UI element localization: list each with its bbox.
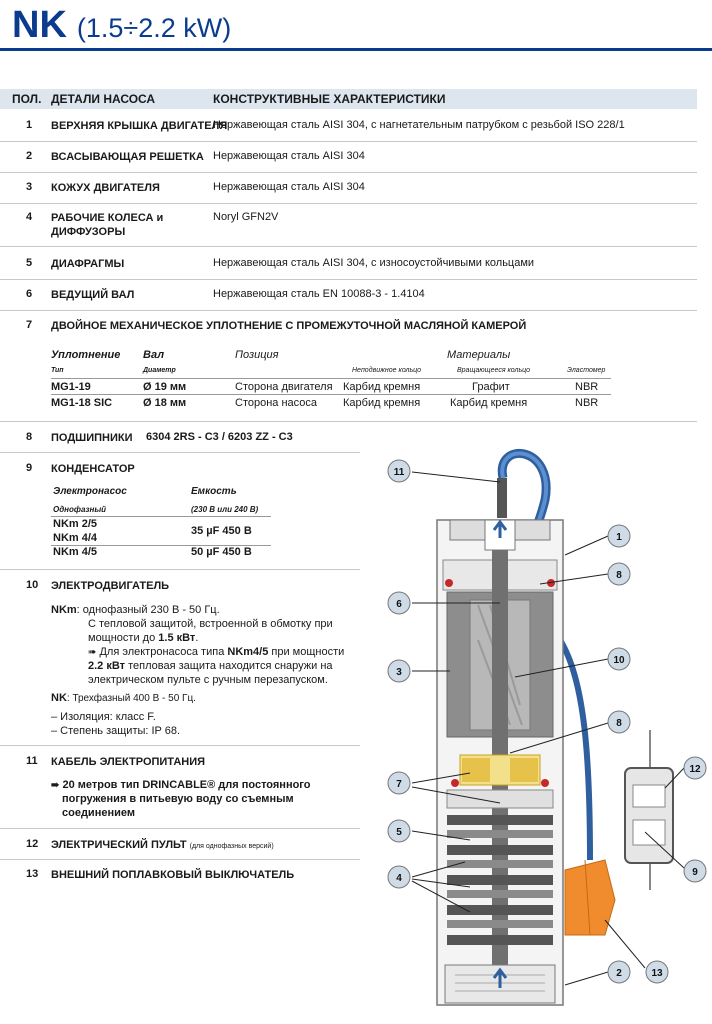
part-name: ЭЛЕКТРОДВИГАТЕЛЬ [51,580,170,592]
motor-nkm-line [51,603,220,617]
float-cable [560,640,590,860]
diameter-subheader: Диаметр [143,367,176,374]
position-header: Позиция [235,349,279,361]
part-name: ВЕРХНЯЯ КРЫШКА ДВИГАТЕЛЯ [51,120,228,132]
part-name: ВЕДУЩИЙ ВАЛ [51,289,135,301]
divider [0,745,360,746]
control-box [625,768,673,863]
seal-type: MG1-19 [51,381,91,393]
fixed-ring-subheader: Неподвижное кольцо [352,367,422,374]
part-spec: Нержавеющая сталь EN 10088-3 - 1.4104 [213,288,425,300]
arrow-icon: ➠ [51,780,60,791]
lower-bearing [447,790,553,808]
seal-rule [51,378,611,379]
diffuser [447,860,553,868]
divider [0,452,360,453]
motor-text [88,645,344,660]
part-spec: Нержавеющая сталь AISI 304 [213,150,365,162]
motor-power: 1.5 кВт [158,632,196,644]
mechanical-seal [462,758,490,782]
seal-elastomer: NBR [575,397,599,409]
motor-text-part: Для электронасоса типа [99,646,228,658]
impeller [447,815,553,825]
callout-4: 4 [396,873,402,884]
divider [0,203,697,204]
single-phase-subheader: Однофазный [53,505,107,514]
callout-9: 9 [692,867,698,878]
motor-text: электрическом пульте с ручным перезапуском. [88,674,328,686]
pump-header: Электронасос [53,486,127,497]
col-pos: ПОЛ. [12,92,42,106]
control-box-button [633,820,665,845]
row-number: 8 [26,431,33,443]
arrow-icon: ➠ [88,647,97,658]
seal-header: Уплотнение [51,349,121,361]
motor-nk-line [51,691,196,706]
part-name-line1: РАБОЧИЕ КОЛЕСА и [51,212,164,224]
model-nkm-2-5: NKm 2/5 [53,518,98,530]
pump-cutaway-diagram [375,445,712,1024]
motor-text-part: тепловая защита находится снаружи на [125,660,333,672]
mechanical-seal [510,758,538,782]
part-name-text: ЭЛЕКТРИЧЕСКИЙ ПУЛЬТ [51,839,187,851]
row-number: 13 [26,868,39,880]
row-number: 4 [26,211,33,223]
callout-10: 10 [613,655,625,666]
impeller [447,875,553,885]
materials-header: Материалы [447,349,511,361]
divider [0,569,360,570]
callout-3: 3 [396,667,402,678]
divider [0,141,697,142]
callout-8: 8 [616,570,622,581]
callout-2: 2 [616,968,622,979]
insulation-class: – Изоляция: класс F. [51,711,156,723]
divider [0,310,697,311]
row-number: 6 [26,288,33,300]
seal-diameter: Ø 18 мм [143,397,187,409]
page-title: NK (1.5÷2.2 kW) [12,4,232,46]
cable-text [51,778,310,793]
impeller [447,845,553,855]
divider [0,172,697,173]
impeller [447,935,553,945]
callout-6: 6 [396,599,402,610]
diffuser [447,830,553,838]
seal-ring [451,779,459,787]
row-number: 12 [26,838,39,850]
part-name: КОЖУХ ДВИГАТЕЛЯ [51,182,160,194]
model-nkm-4-4: NKm 4/4 [53,532,98,544]
part-name: ВНЕШНИЙ ПОПЛАВКОВЫЙ ВЫКЛЮЧАТЕЛЬ [51,869,295,881]
control-box-label [633,785,665,807]
part-spec: Нержавеющая сталь AISI 304, с нагнетательным патрубком с резьбой ISO 228/1 [213,119,625,131]
part-name-line2: ДИФФУЗОРЫ [51,226,126,238]
capacity-header: Емкость [191,486,237,497]
divider [0,828,360,829]
part-spec: 6304 2RS - C3 / 6203 ZZ - C3 [146,431,293,443]
part-name: ДИАФРАГМЫ [51,258,125,270]
motor-text: мощности до 1.5 кВт. [88,632,199,644]
row-number: 2 [26,150,33,162]
cable-text-line: 20 метров тип DRINCABLE® для постоянного [62,779,311,791]
seal-fixed-ring: Карбид кремня [343,381,421,393]
seal-diameter: Ø 19 мм [143,381,187,393]
seal-ring [445,579,453,587]
cable-connector [497,478,507,518]
type-subheader: Тип [51,367,64,374]
callout-13: 13 [651,968,663,979]
table-header [0,89,697,109]
part-name: КОНДЕНСАТОР [51,463,135,475]
diffuser [447,890,553,898]
part-spec: Нержавеющая сталь AISI 304 [213,181,365,193]
part-spec: Нержавеющая сталь AISI 304, с износоустойчивыми кольцами [213,257,535,269]
motor-text: С тепловой защитой, встроенной в обмотку при [88,618,333,630]
capacitance-value: 35 µF 450 В [191,525,252,537]
nk-spec: : Трехфазный 400 В - 50 Гц. [66,693,196,704]
seal-position: Сторона двигателя [235,381,333,393]
part-name: ДВОЙНОЕ МЕХАНИЧЕСКОЕ УПЛОТНЕНИЕ С ПРОМЕЖУТОЧНОЙ МАСЛЯНОЙ КАМЕРОЙ [51,320,527,332]
impeller [447,905,553,915]
callout-7: 7 [396,779,402,790]
nkm-spec: : однофазный 230 В - 50 Гц. [76,604,220,616]
part-name [51,838,274,854]
seal-fixed-ring: Карбид кремня [343,397,421,409]
seal-elastomer: NBR [575,381,599,393]
seal-type: MG1-18 SIC [51,397,113,409]
nkm-label: NKm [51,604,77,616]
row-number: 3 [26,181,33,193]
diffuser [447,920,553,928]
part-note: (для однофазных версий) [189,843,274,850]
model-nkm-4-5: NKm 4/5 [53,546,98,558]
divider [0,246,697,247]
nk-label: NK [51,692,67,704]
row-number: 11 [26,755,38,767]
seal-rule [51,394,611,395]
callout-5: 5 [396,827,402,838]
seal-ring [541,779,549,787]
title-rule [0,48,712,51]
impeller-stages [447,815,553,945]
motor-text-part: при мощности [268,646,345,658]
elastomer-subheader: Эластомер [567,367,606,374]
seal-rotating-ring: Карбид кремня [450,397,528,409]
part-name: КАБЕЛЬ ЭЛЕКТРОПИТАНИЯ [51,756,206,768]
cap-rule [51,516,271,517]
divider [0,279,697,280]
part-name: ВСАСЫВАЮЩАЯ РЕШЕТКА [51,151,204,163]
seal-rotating-ring: Графит [472,381,510,393]
col-parts: ДЕТАЛИ НАСОСА [51,92,156,106]
rotating-ring-subheader: Вращающееся кольцо [457,367,531,374]
protection-degree: – Степень защиты: IP 68. [51,725,181,737]
row-number: 1 [26,119,33,131]
part-name: ПОДШИПНИКИ [51,432,133,444]
part-spec: Noryl GFN2V [213,211,279,223]
cable-text-line: погружения в питьевую воду со съемным [62,793,294,805]
model-name: NKm4/5 [227,646,269,658]
row-number: 10 [26,579,39,591]
col-specs: КОНСТРУКТИВНЫЕ ХАРАКТЕРИСТИКИ [213,92,446,106]
part-name [51,211,163,239]
row-number: 5 [26,257,33,269]
callout-11: 11 [393,467,405,478]
motor-text [88,659,333,673]
shaft-header: Вал [143,349,165,361]
callout-12: 12 [689,764,701,775]
capacitance-value: 50 µF 450 В [191,546,252,558]
seal-position: Сторона насоса [235,397,318,409]
callout-8: 8 [616,718,622,729]
voltage-subheader: (230 В или 240 В) [191,505,259,514]
callout-1: 1 [616,532,622,543]
motor-power: 2.2 кВт [88,660,126,672]
divider [0,421,697,422]
motor-text-part: мощности до [88,632,159,644]
row-number: 9 [26,462,33,474]
cable-text-line: соединением [62,807,135,819]
row-number: 7 [26,319,33,331]
divider [0,859,360,860]
